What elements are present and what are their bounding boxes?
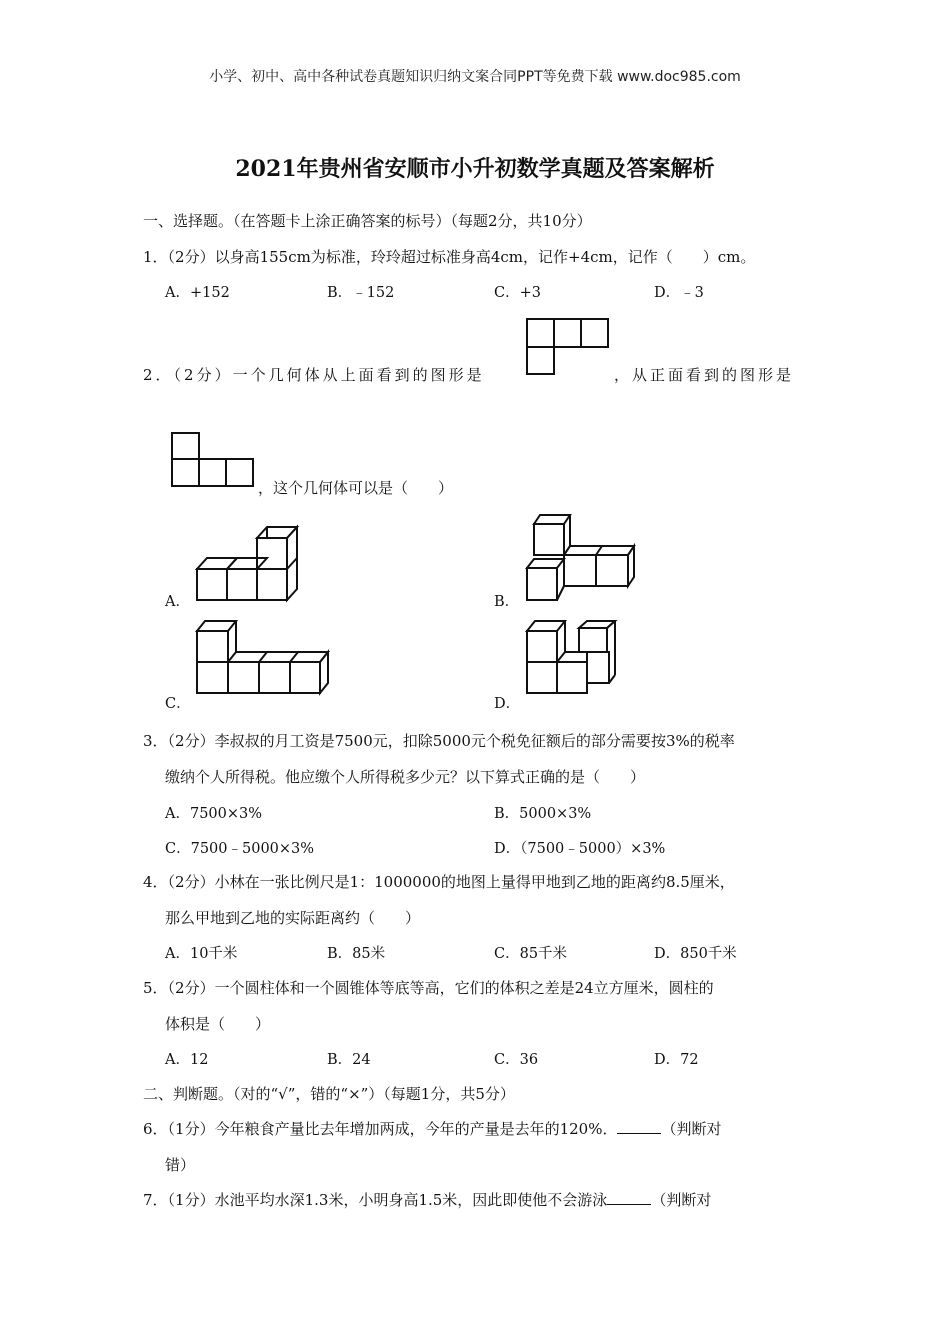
- q5-option-a: A．12: [165, 1052, 209, 1068]
- question-7-text: 7．（1分）水池平均水深1.3米，小明身高1.5米，因此即使他不会游泳: [143, 1191, 608, 1209]
- q3-option-a: A．7500×3%: [165, 806, 263, 822]
- q3-option-c: C．7500﹣5000×3%: [165, 841, 315, 857]
- question-7-suffix: （判断对: [651, 1191, 712, 1209]
- question-5-line-1: 5．（2分）一个圆柱体和一个圆锥体等底等高，它们的体积之差是24立方厘米，圆柱的: [143, 979, 714, 997]
- top-view-figure: [526, 318, 610, 376]
- q6-answer-blank[interactable]: [617, 1119, 661, 1134]
- q1-option-b: B．﹣152: [327, 285, 395, 301]
- q5-option-b: B．24: [327, 1052, 371, 1068]
- q2-option-b-figure: [526, 514, 638, 602]
- q5-option-d: D．72: [654, 1052, 699, 1068]
- page-title: 2021年贵州省安顺市小升初数学真题及答案解析: [235, 156, 715, 182]
- question-6-line-2: 错）: [165, 1156, 196, 1174]
- question-6-suffix: （判断对: [661, 1120, 722, 1138]
- q1-option-d: D．﹣3: [654, 285, 704, 301]
- q1-option-c: C．+3: [494, 285, 541, 301]
- page-header: 小学、初中、高中各种试卷真题知识归纳文案合同PPT等免费下载 www.doc985.com: [209, 69, 741, 85]
- q4-option-c: C．85千米: [494, 946, 568, 962]
- q2-option-b-label: B．: [494, 594, 520, 610]
- question-5-line-2: 体积是（ ）: [165, 1015, 271, 1033]
- question-4-line-1: 4．（2分）小林在一张比例尺是1：1000000的地图上量得甲地到乙地的距离约8.5厘米，: [143, 873, 735, 891]
- question-6-line-1: [143, 1118, 722, 1139]
- q2-option-c-figure: [196, 620, 326, 695]
- q4-option-b: B．85米: [327, 946, 386, 962]
- q5-option-c: C．36: [494, 1052, 539, 1068]
- q4-option-a: A．10千米: [165, 946, 238, 962]
- question-2-part-2: ，从正面看到的图形是: [614, 366, 795, 384]
- question-7-line-1: [143, 1189, 711, 1210]
- front-view-figure: [171, 432, 255, 487]
- q3-option-d: D．（7500﹣5000）×3%: [494, 841, 666, 857]
- q2-option-d-figure: [526, 620, 618, 695]
- q7-answer-blank[interactable]: [607, 1190, 651, 1205]
- q2-option-c-label: C．: [165, 696, 191, 712]
- question-2-part-3: ，这个几何体可以是（ ）: [258, 479, 454, 497]
- question-3-line-1: 3．（2分）李叔叔的月工资是7500元，扣除5000元个税免征额后的部分需要按3%的税率: [143, 732, 735, 750]
- q4-option-d: D．850千米: [654, 946, 737, 962]
- question-2-part-1: 2．（2分）一个几何体从上面看到的图形是: [143, 366, 485, 384]
- question-4-line-2: 那么甲地到乙地的实际距离约（ ）: [165, 909, 421, 927]
- section-2-heading: 二、判断题。（对的“√”，错的“×”）（每题1分，共5分）: [143, 1085, 515, 1103]
- question-3-line-2: 缴纳个人所得税。他应缴个人所得税多少元？以下算式正确的是（ ）: [165, 768, 646, 786]
- q2-option-a-label: A．: [165, 594, 190, 610]
- question-1: 1．（2分）以身高155cm为标准，玲玲超过标准身高4cm，记作+4cm，记作（ ）cm。: [143, 248, 756, 266]
- section-1-heading: 一、选择题。（在答题卡上涂正确答案的标号）（每题2分，共10分）: [143, 212, 592, 230]
- q3-option-b: B．5000×3%: [494, 806, 592, 822]
- question-6-text: 6．（1分）今年粮食产量比去年增加两成，今年的产量是去年的120%．: [143, 1120, 618, 1138]
- q1-option-a: A．+152: [165, 285, 230, 301]
- q2-option-a-figure: [196, 512, 311, 602]
- q2-option-d-label: D．: [494, 696, 521, 712]
